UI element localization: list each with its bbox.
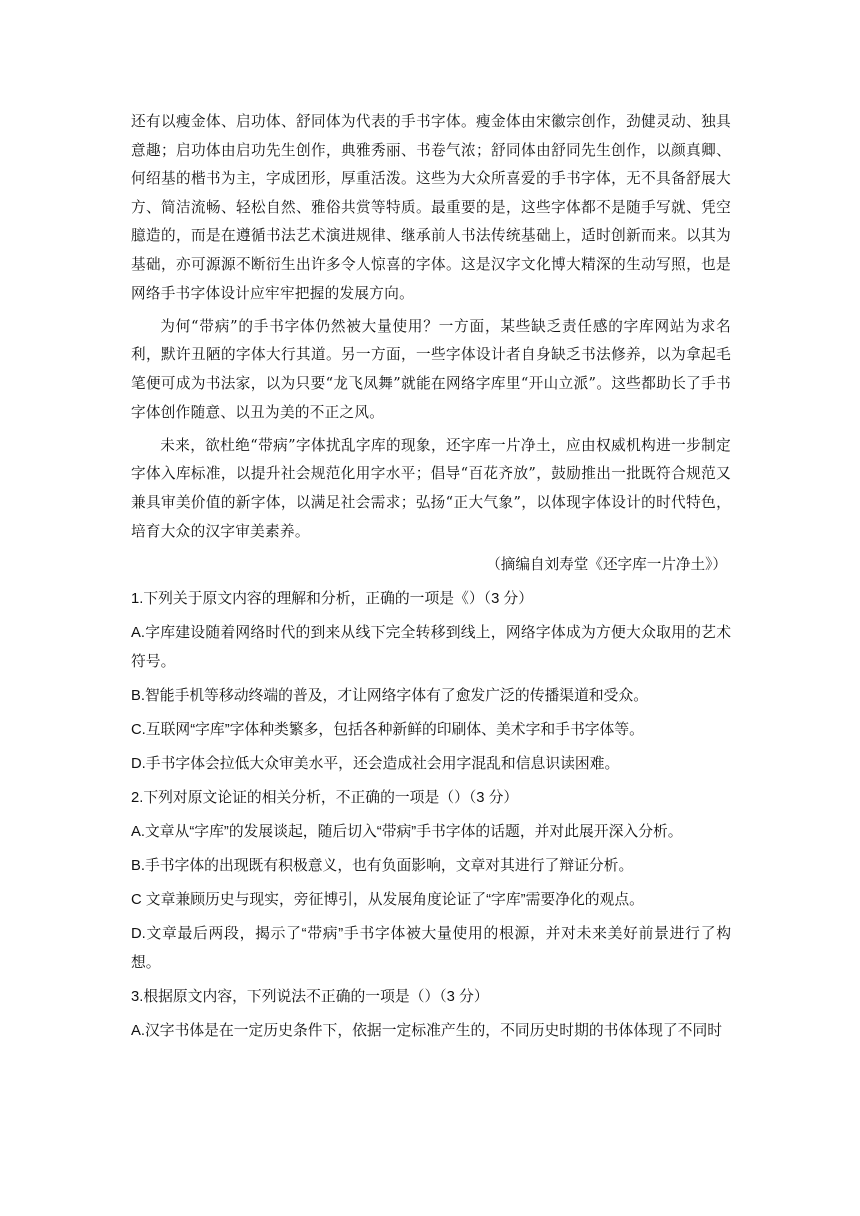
passage-paragraph-3: 未来，欲杜绝“带病”字体扰乱字库的现象，还字库一片净土，应由权威机构进一步制定字体入库标准，以提升社会规范化用字水平；倡导“百花齐放”，鼓励推出一批既符合规范又兼具审美价值的新字体，以满足社会需求；弘扬“正大气象”，以体现字体设计的时代特色，培育大众的汉字审美素养。 [131,436,731,540]
option-b: B.手书字体的出现既有积极意义，也有负面影响，文章对其进行了辩证分析。 [131,858,634,875]
option-d: D.文章最后两段，揭示了“带病”手书字体被大量使用的根源，并对未来美好前景进行了构想。 [131,926,731,972]
passage-paragraph-1: 还有以瘦金体、启功体、舒同体为代表的手书字体。瘦金体由宋徽宗创作，劲健灵动、独具意趣；启功体由启功先生创作，典雅秀丽、书卷气浓；舒同体由舒同先生创作，以颜真卿、何绍基的楷书为主，字成团形，厚重活泼。这些为大众所喜爱的手书字体，无不具备舒展大方、简洁流畅、轻松自然、雅俗共赏等特质。最重要的是，这些字体都不是随手写就、凭空臆造的，而是在遵循书法艺术演进规律、继承前人书法传统基础上，适时创新而来。以其为基础，亦可源源不断衍生出许多令人惊喜的字体。这是汉字文化博大精深的生动写照，也是网络手书字体设计应牢牢把握的发展方向。 [131,113,731,302]
question-1 [131,585,731,779]
option-a: A.字库建设随着网络时代的到来从线下完全转移到线上，网络字体成为方便大众取用的艺术符号。 [131,625,731,671]
option-d: D.手书字体会拉低大众审美水平，还会造成社会用字混乱和信息识读困难。 [131,756,620,773]
question-list [131,585,731,1046]
option-c: C.互联网“字库”字体种类繁多，包括各种新鲜的印刷体、美术字和手书字体等。 [131,722,644,739]
question-stem: 1.下列关于原文内容的理解和分析，正确的一项是《）（3 分） [131,591,534,608]
option-a: A.汉字书体是在一定历史条件下，依据一定标准产生的，不同历史时期的书体体现了不同时 [131,1023,723,1040]
option-a: A.文章从“字库”的发展谈起，随后切入“带病”手书字体的话题，并对此展开深入分析。 [131,824,683,841]
question-3 [131,983,731,1046]
question-stem: 2.下列对原文论证的相关分析，不正确的一项是（）（3 分） [131,790,519,807]
passage-paragraph-2: 为何“带病”的手书字体仍然被大量使用？一方面，某些缺乏责任感的字库网站为求名利，默许丑陋的字体大行其道。另一方面，一些字体设计者自身缺乏书法修养，以为拿起毛笔便可成为书法家，以为只要“龙飞凤舞”就能在网络字库里“开山立派”。这些都助长了手书字体创作随意、以丑为美的不正之风。 [131,317,731,421]
option-c: C 文章兼顾历史与现实，旁征博引，从发展角度论证了“字库”需要净化的观点。 [131,892,644,909]
question-stem: 3.根据原文内容，下列说法不正确的一项是（）（3 分） [131,989,489,1006]
question-2 [131,784,731,978]
passage-source: （摘编自刘寿堂《还字库一片净土》） [486,555,727,573]
reading-passage [131,108,731,579]
option-b: B.智能手机等移动终端的普及，才让网络字体有了愈发广泛的传播渠道和受众。 [131,688,649,705]
document-content [131,108,731,1051]
